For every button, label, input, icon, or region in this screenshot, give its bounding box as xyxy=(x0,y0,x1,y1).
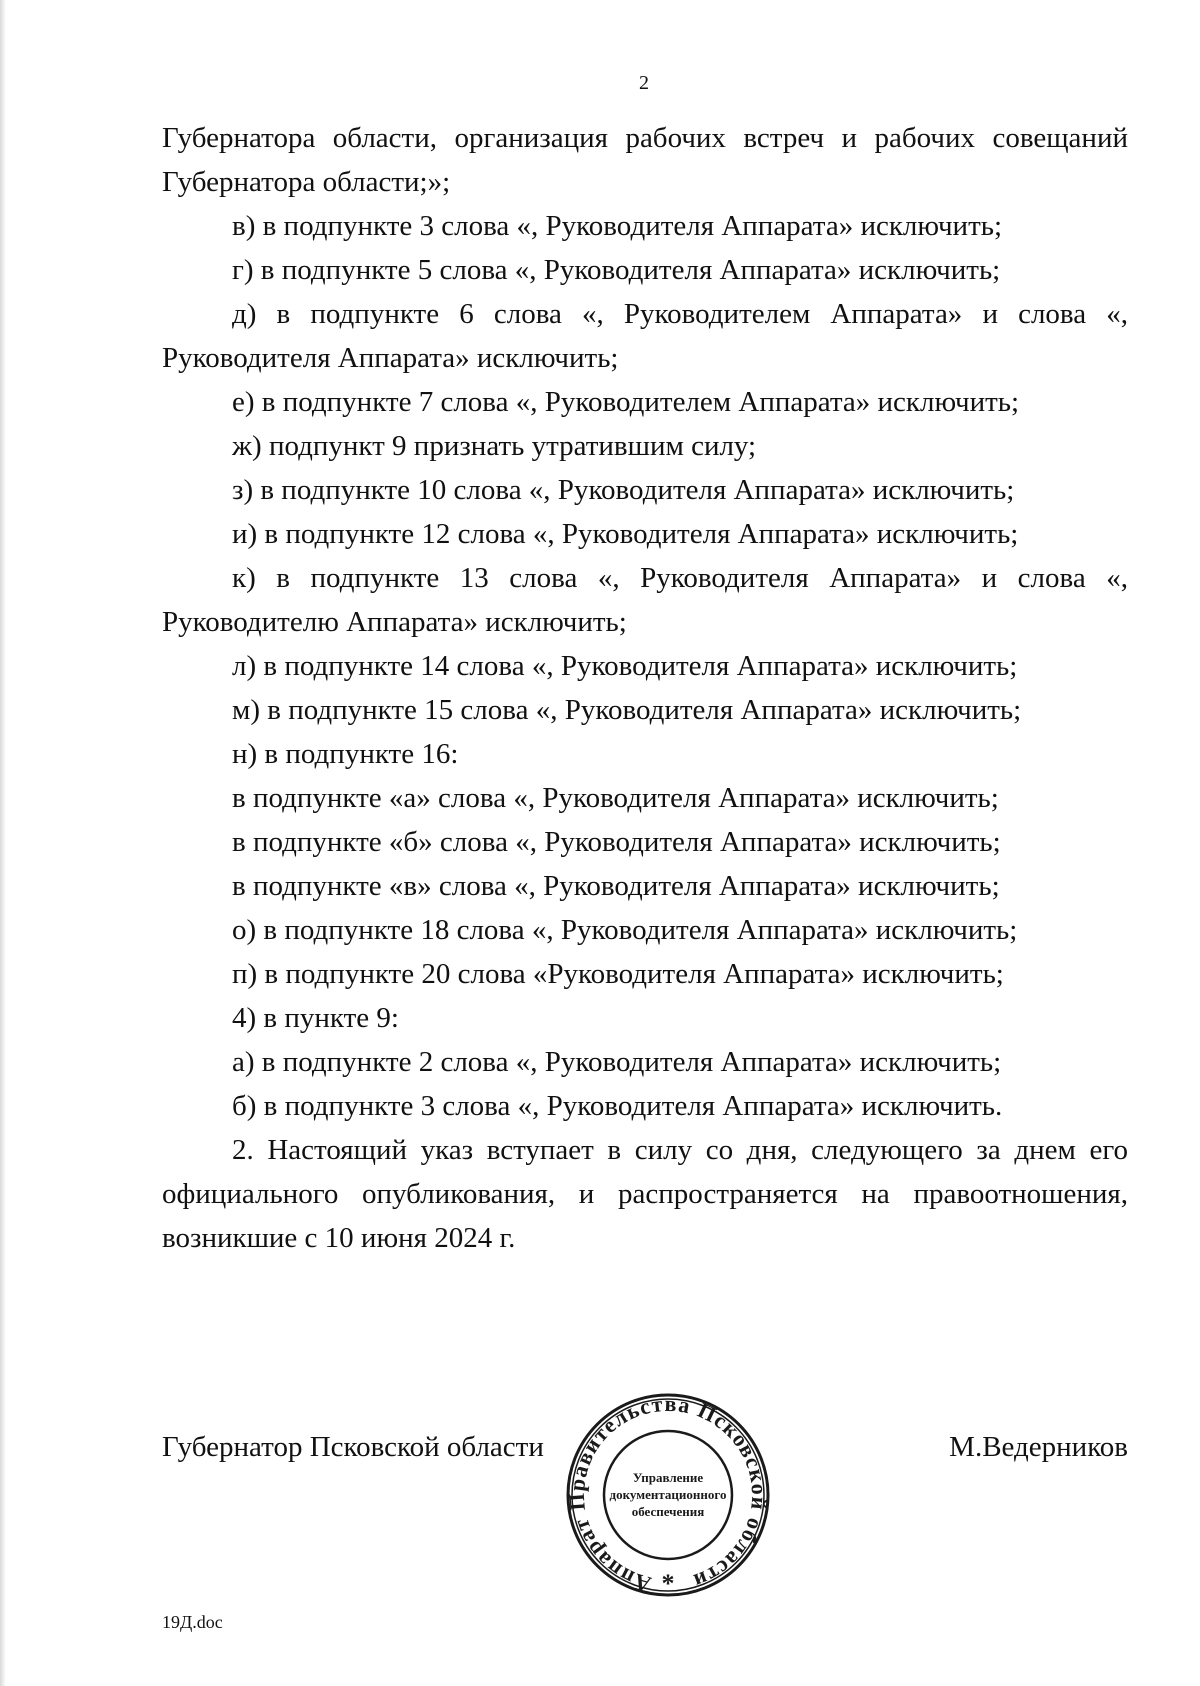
paragraph: ж) подпункт 9 признать утратившим силу; xyxy=(232,430,757,462)
signatory-title: Губернатор Псковской области xyxy=(162,1431,544,1463)
stamp-inner-line-2: документационного xyxy=(609,1487,727,1502)
signatory-name: М.Ведерников xyxy=(949,1431,1128,1463)
paragraph: Губернатора области, организация рабочих встреч и рабочих совещаний Губернатора области;»; xyxy=(162,122,1128,198)
paragraph: з) в подпункте 10 слова «, Руководителя Аппарата» исключить; xyxy=(232,474,1015,506)
paragraph: д) в подпункте 6 слова «, Руководителем Аппарата» и слова «, Руководителя Аппарата» исключить; xyxy=(162,298,1128,374)
paragraph: в подпункте «б» слова «, Руководителя Аппарата» исключить; xyxy=(232,826,1001,858)
paragraph: 2. Настоящий указ вступает в силу со дня, следующего за днем его официального опубликования, и распространяется на правоотношения, возникшие с 10 июня 2024 г. xyxy=(162,1134,1128,1254)
paragraph: в) в подпункте 3 слова «, Руководителя Аппарата» исключить; xyxy=(232,210,1003,242)
paragraph: н) в подпункте 16: xyxy=(232,738,459,770)
stamp-outer-text: Аппарат Правительства Псковской области xyxy=(563,1390,773,1597)
scan-edge-shadow xyxy=(0,0,6,1686)
paragraph: е) в подпункте 7 слова «, Руководителем Аппарата» исключить; xyxy=(232,386,1020,418)
footer-file-name: 19Д.doc xyxy=(162,1612,223,1632)
stamp-inner-line-1: Управление xyxy=(632,1470,704,1485)
paragraph: г) в подпункте 5 слова «, Руководителя Аппарата» исключить; xyxy=(232,254,1001,286)
paragraph: м) в подпункте 15 слова «, Руководителя Аппарата» исключить; xyxy=(232,694,1022,726)
paragraph: л) в подпункте 14 слова «, Руководителя Аппарата» исключить; xyxy=(232,650,1018,682)
document-body xyxy=(162,116,1128,1260)
paragraph: а) в подпункте 2 слова «, Руководителя Аппарата» исключить; xyxy=(232,1046,1002,1078)
page-number: 2 xyxy=(639,72,649,94)
paragraph: п) в подпункте 20 слова «Руководителя Аппарата» исключить; xyxy=(232,958,1004,990)
paragraph: в подпункте «а» слова «, Руководителя Аппарата» исключить; xyxy=(232,782,999,814)
paragraph: б) в подпункте 3 слова «, Руководителя Аппарата» исключить. xyxy=(232,1090,1003,1122)
paragraph: и) в подпункте 12 слова «, Руководителя Аппарата» исключить; xyxy=(232,518,1019,550)
stamp-star-icon: * xyxy=(661,1569,675,1597)
stamp-inner-line-3: обеспечения xyxy=(631,1504,705,1519)
paragraph: 4) в пункте 9: xyxy=(232,1002,399,1034)
official-stamp-seal xyxy=(557,1385,779,1597)
paragraph: в подпункте «в» слова «, Руководителя Аппарата» исключить; xyxy=(232,870,1000,902)
paragraph: о) в подпункте 18 слова «, Руководителя Аппарата» исключить; xyxy=(232,914,1018,946)
paragraph: к) в подпункте 13 слова «, Руководителя Аппарата» и слова «, Руководителю Аппарата» исключить; xyxy=(162,562,1128,638)
